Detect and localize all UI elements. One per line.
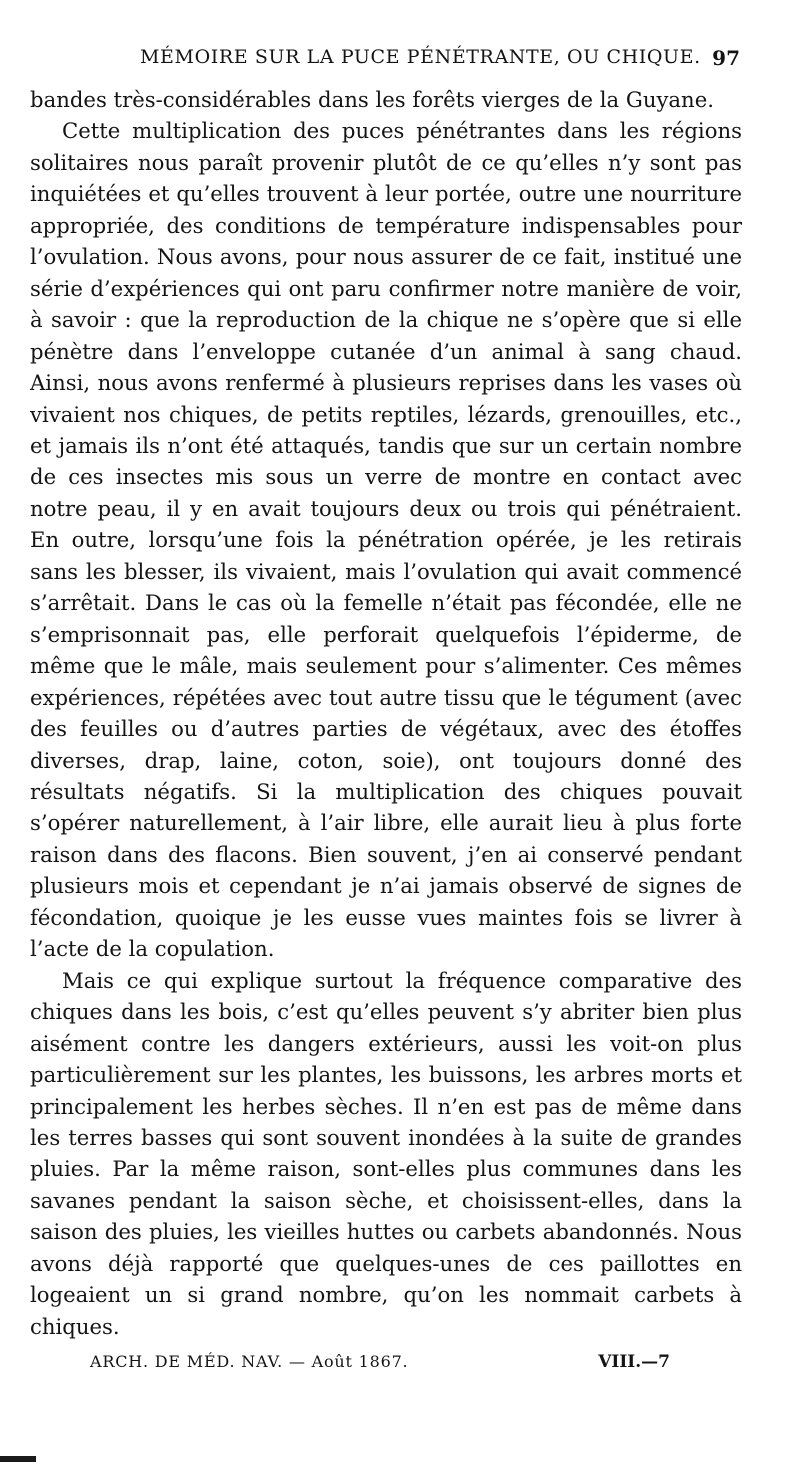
page-footer — [90, 1352, 670, 1378]
paragraph-woods: Mais ce qui explique surtout la fréquence comparative des chiques dans les bois, c’est qu’elles peuvent s’y abriter bien plus aisément contre les dangers extérieurs, aussi les voit-on plus particulièrement sur les plantes, les buissons, les arbres morts et principalement les herbes sèches. Il n’en est pas de même dans les terres basses qui sont souvent inondées à la suite de grandes pluies. Par la même raison, sont-elles plus communes dans les savanes pendant la saison sèche, et choisissent-elles, dans la saison des pluies, les vieilles huttes ou carbets abandonnés. Nous avons déjà rapporté que quelques-unes de ces paillottes en logeaient un si grand nombre, qu’on les nommait carbets à chiques. — [30, 967, 742, 1339]
page-number: 97 — [712, 46, 740, 70]
signature-mark: VIII.—7 — [598, 1352, 670, 1372]
running-title: MÉMOIRE SUR LA PUCE PÉNÉTRANTE, OU CHIQUE. — [140, 46, 701, 68]
running-head — [140, 46, 740, 76]
body-text — [30, 84, 742, 1342]
paragraph-continuation: bandes très-considérables dans les forêts vierges de la Guyane. — [30, 87, 714, 112]
journal-reference: ARCH. DE MÉD. NAV. — Août 1867. — [90, 1352, 409, 1371]
paragraph-experiments: Cette multiplication des puces pénétrantes dans les régions solitaires nous paraît provenir plutôt de ce qu’elles n’y sont pas inquiétées et qu’elles trouvent à leur portée, outre une nourriture appropriée, des conditions de température indispensables pour l’ovulation. Nous avons, pour nous assurer de ce fait, institué une série d’expériences qui ont paru confirmer notre manière de voir, à savoir : que la reproduction de la chique ne s’opère que si elle pénètre dans l’enveloppe cutanée d’un animal à sang chaud. Ainsi, nous avons renfermé à plusieurs reprises dans les vases où vivaient nos chiques, de petits reptiles, lézards, grenouilles, etc., et jamais ils n’ont été attaqués, tandis que sur un certain nombre de ces insectes mis sous un verre de montre en contact avec notre peau, il y en avait toujours deux ou trois qui pénétraient. En outre, lorsqu’une fois la pénétration opérée, je les retirais sans les blesser, ils vivaient, mais l’ovulation qui avait commencé s’arrêtait. Dans le cas où la femelle n’était pas fécondée, elle ne s’emprisonnait pas, elle perforait quelquefois l’épiderme, de même que le mâle, mais seulement pour s’alimenter. Ces mêmes expériences, répétées avec tout autre tissu que le tégument (avec des feuilles ou d’autres parties de végétaux, avec des étoffes diverses, drap, laine, coton, soie), ont toujours donné des résultats négatifs. Si la multiplication des chiques pouvait s’opérer naturellement, à l’air libre, elle aurait lieu à plus forte raison dans des flacons. Bien souvent, j’en ai conservé pendant plusieurs mois et cependant je n’ai jamais observé de signes de fécondation, quoique je les eusse vues maintes fois se livrer à l’acte de la copulation. — [30, 118, 742, 962]
scan-edge-mark — [0, 1456, 36, 1462]
